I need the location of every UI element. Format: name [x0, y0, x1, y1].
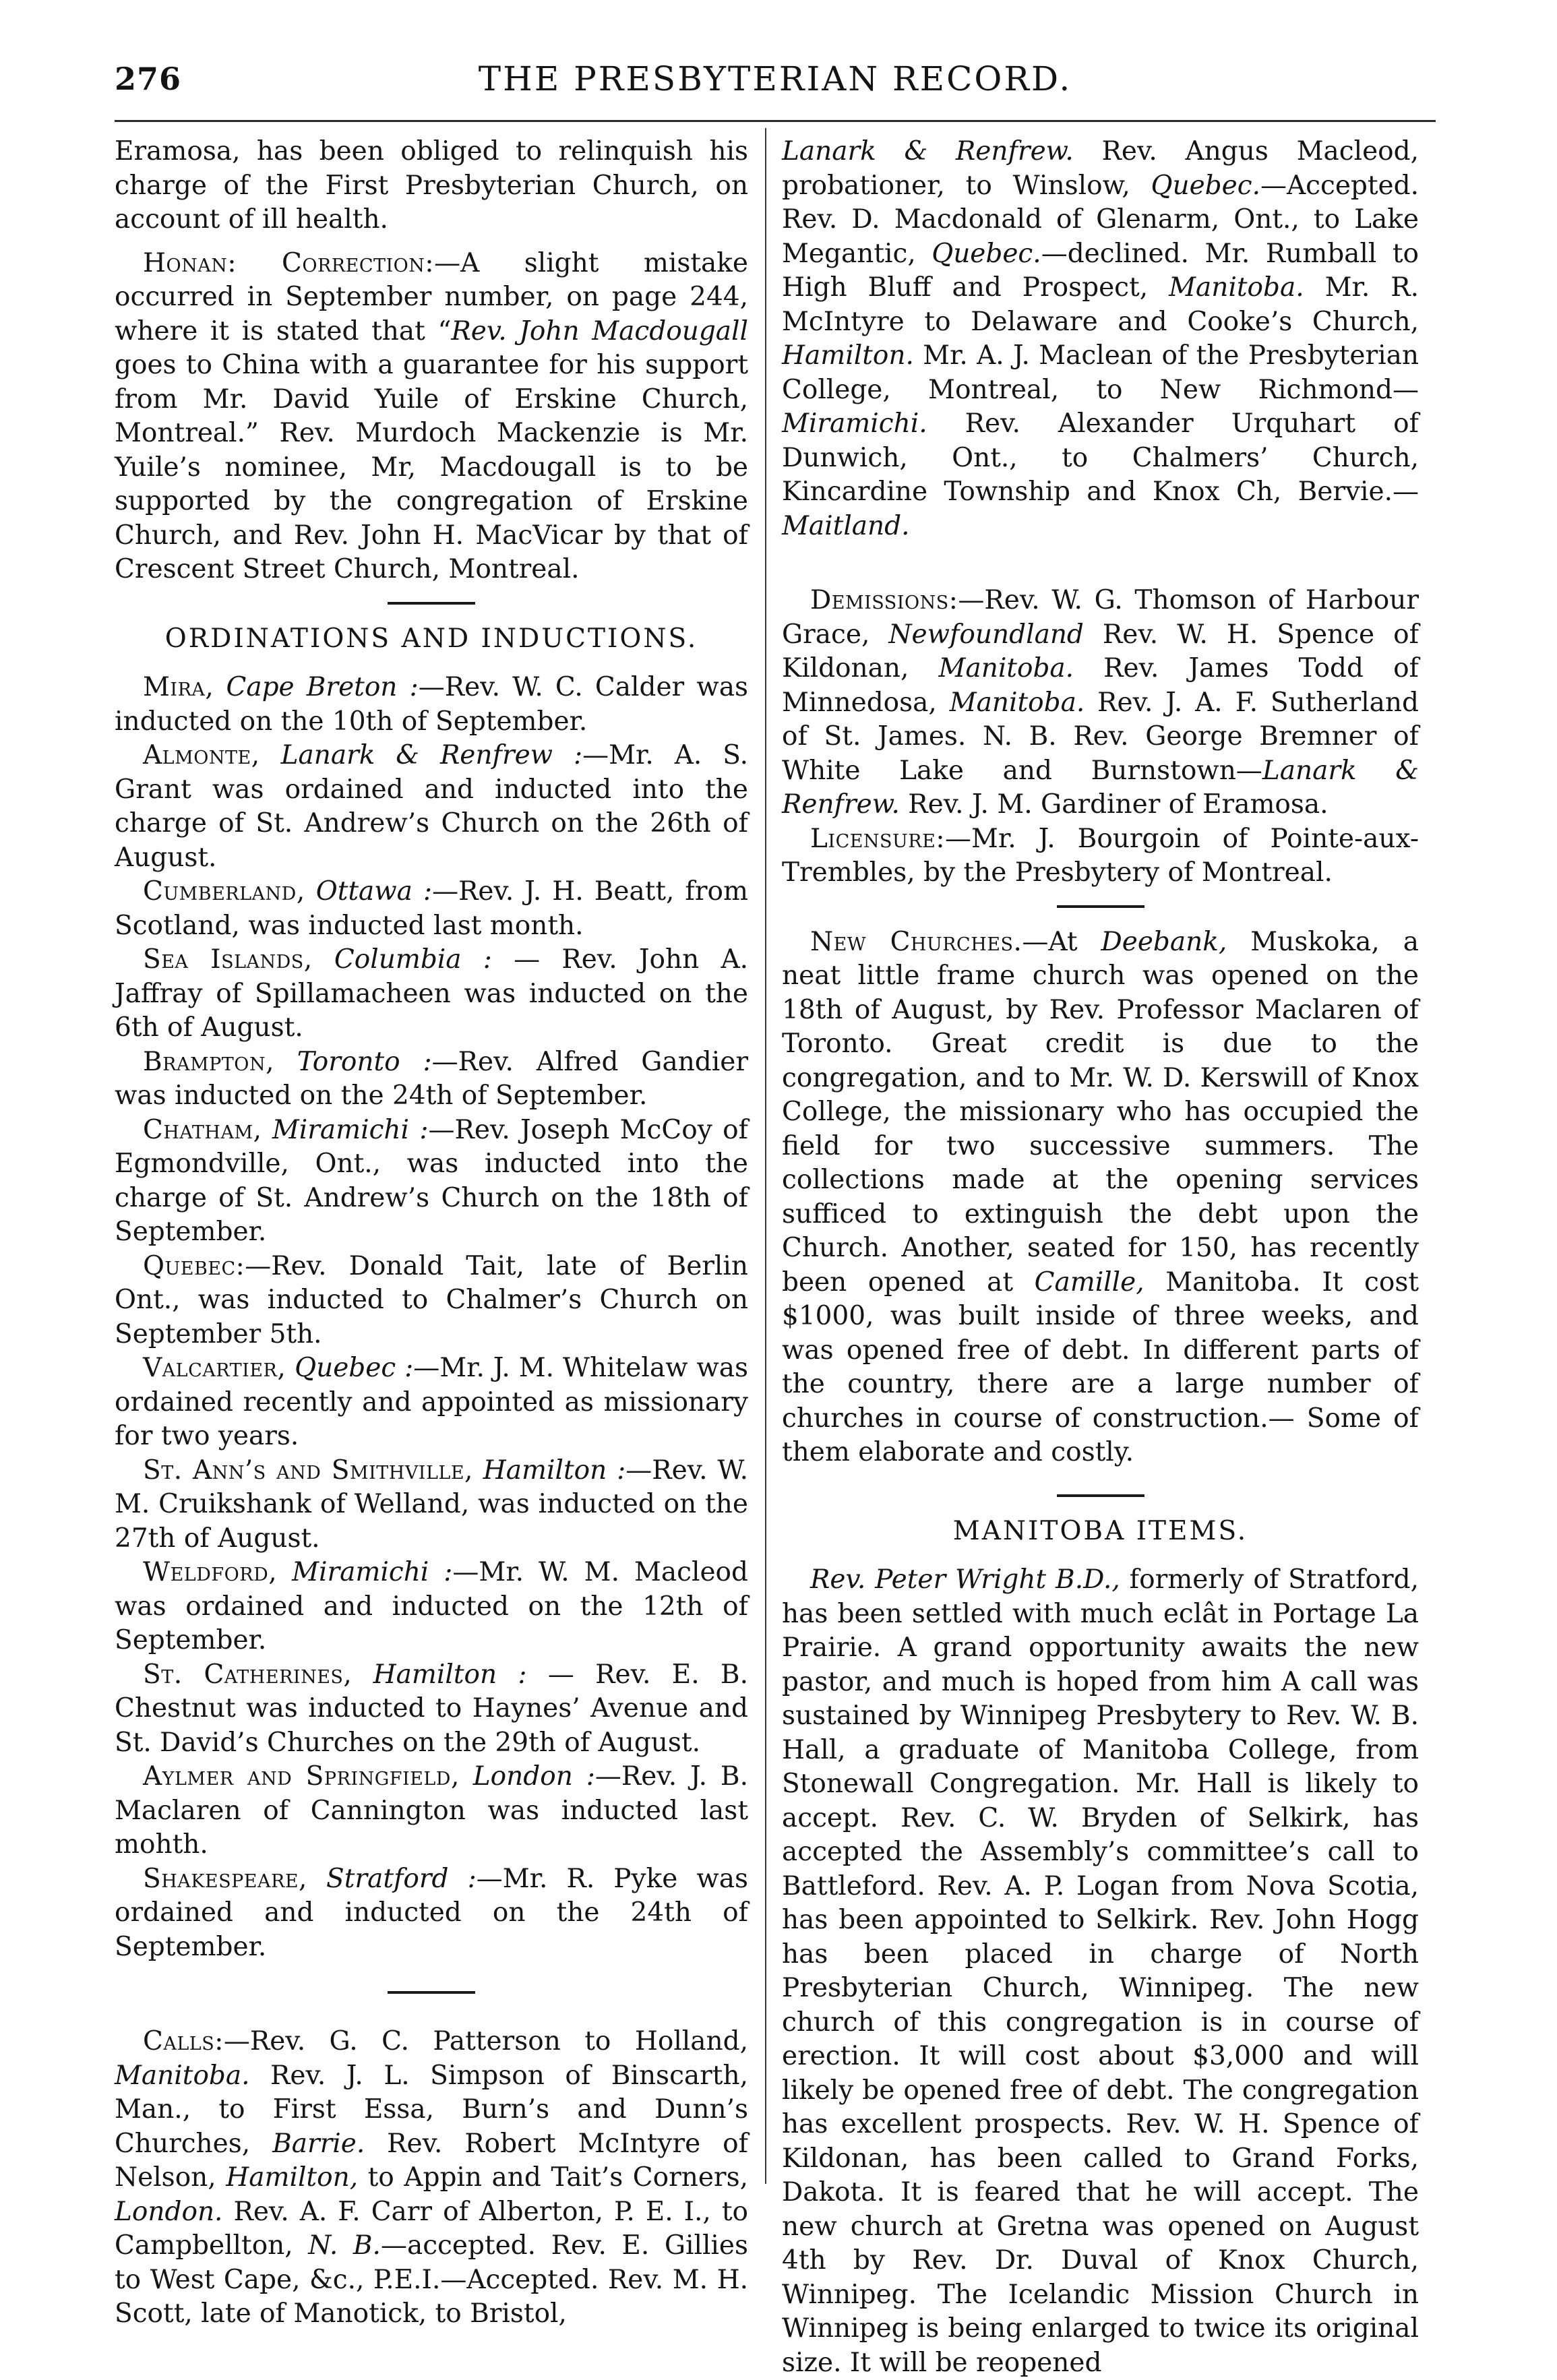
- italic-run: Lanark & Renfrew :: [280, 740, 583, 770]
- text-run: —Rev. Joseph McCoy of Egmondville, Ont., was inducted into the charge of St. Andrew’s Church on the 18th of September.: [115, 1114, 748, 1247]
- italic-run: Manitoba.: [1169, 272, 1304, 303]
- list-item: [115, 1113, 748, 1250]
- section-divider: [388, 1991, 475, 1994]
- paragraph-honan-correction: [115, 247, 748, 587]
- run-in-label: Sea Islands,: [143, 944, 313, 975]
- list-item: [115, 943, 748, 1045]
- text-run: —Mr. A. S. Grant was ordained and inducted into the charge of St. Andrew’s Church on the 26th of August.: [115, 740, 748, 873]
- italic-run: Camille,: [1034, 1267, 1144, 1298]
- text-run: —declined. Mr. Rumball to High Bluff and Prospect,: [782, 238, 1419, 303]
- run-in-label: Mira,: [143, 672, 214, 702]
- italic-run: London.: [115, 2196, 223, 2227]
- text-run: Rev. James Todd of Minnedosa,: [782, 653, 1419, 718]
- paragraph-licensure: [782, 822, 1419, 890]
- right-column: [782, 135, 1419, 2380]
- text-run: Muskoka, a neat little frame church was opened on the 18th of August, by Rev. Professor Maclaren of Toronto. Great credit is due to the congregation, and to Mr. W. D. Kerswill of Knox College, the missionary who has occupied the field for two successive summers. The collections made at the opening services sufficed to extinguish the debt upon the Church. Another, seated for 150, has recently been opened at: [782, 926, 1419, 1298]
- run-in-label: Licensure:: [810, 823, 945, 854]
- run-in-label: St. Catherines,: [143, 1659, 353, 1690]
- paragraph-calls-continued: [782, 135, 1419, 543]
- italic-run: Quebec.: [1151, 170, 1260, 201]
- text-run: Mr. A. J. Maclean of the Presbyterian College, Montreal, to New Richmond—: [782, 340, 1419, 405]
- text-run: —Accepted. Rev. D. Macdonald of Glenarm, Ont., to Lake Megantic,: [782, 170, 1419, 269]
- section-divider: [1057, 1494, 1144, 1497]
- section-divider: [388, 602, 475, 605]
- text-run: —Rev. W. G. Thomson of Harbour Grace,: [782, 585, 1419, 650]
- italic-run: Hamilton :: [483, 1455, 626, 1486]
- text-run: —At: [1022, 926, 1101, 957]
- run-in-label: Valcartier,: [143, 1353, 286, 1383]
- run-in-label: Demissions:: [810, 585, 958, 615]
- run-in-label: Honan: Correction:: [143, 247, 435, 278]
- text-run: — Rev. E. B. Chestnut was inducted to Haynes’ Avenue and St. David’s Churches on the 29th of August.: [115, 1659, 748, 1758]
- run-in-label: Brampton,: [143, 1046, 274, 1077]
- list-item: [115, 1658, 748, 1761]
- italic-run: Hamilton,: [226, 2162, 359, 2193]
- ordinations-list: [115, 671, 748, 1964]
- run-in-label: Weldford,: [143, 1557, 278, 1587]
- italic-run: Lanark & Renfrew.: [782, 755, 1419, 820]
- italic-run: London :: [472, 1761, 595, 1792]
- header-rule: [115, 120, 1436, 122]
- list-item: [115, 1351, 748, 1454]
- section-heading-manitoba: MANITOBA ITEMS.: [952, 1515, 1248, 1546]
- list-item: [115, 671, 748, 739]
- italic-run: Rev. John Macdougall: [451, 315, 748, 346]
- text-run: Rev. J. A. F. Sutherland of St. James. N. B. Rev. George Bremner of White Lake and Burnstown—: [782, 687, 1419, 786]
- paragraph-demissions: [782, 584, 1419, 822]
- italic-run: Rev. Peter Wright B.D.,: [810, 1564, 1120, 1595]
- italic-run: Deebank,: [1101, 926, 1227, 957]
- italic-run: Manitoba.: [938, 653, 1074, 683]
- text-run: —Rev. W. C. Calder was inducted on the 10th of September.: [115, 672, 748, 737]
- italic-run: Miramichi :: [292, 1557, 453, 1587]
- italic-run: Maitland.: [782, 510, 910, 541]
- column-rule: [765, 128, 766, 2184]
- running-title: THE PRESBYTERIAN RECORD.: [478, 59, 1072, 98]
- run-in-label: Aylmer and Springfield,: [143, 1761, 460, 1792]
- text-run: —Rev. G. C. Patterson to Holland,: [223, 2026, 748, 2056]
- italic-run: Cape Breton :: [226, 672, 419, 702]
- text-run: Rev. Angus Macleod, probationer, to Winslow,: [782, 136, 1419, 201]
- list-item: [115, 1862, 748, 1965]
- italic-run: Quebec.: [932, 238, 1041, 269]
- text-run: goes to China with a guarantee for his support from Mr. David Yuile of Erskine Church, Montreal.” Rev. Murdoch Mackenzie is Mr. Yuile’s nominee, Mr, Macdougall is to be supported by the congregation of Erskine Church, and Rev. John H. MacVicar by that of Crescent Street Church, Montreal.: [115, 350, 748, 584]
- text-run: Rev. A. F. Carr of Alberton, P. E. I., to Campbellton,: [115, 2196, 748, 2261]
- list-item: [115, 1760, 748, 1862]
- text-run: —Rev. Donald Tait, late of Berlin Ont., was inducted to Chalmer’s Church on September 5th.: [115, 1250, 748, 1349]
- italic-run: Hamilton.: [782, 340, 914, 371]
- italic-run: Lanark & Renfrew.: [782, 136, 1074, 166]
- paragraph-new-churches: [782, 925, 1419, 1470]
- text-run: —accepted. Rev. E. Gillies to West Cape, &c., P.E.I.—Accepted. Rev. M. H. Scott, late of Manotick, to Bristol,: [115, 2230, 748, 2329]
- italic-run: Quebec :: [295, 1353, 414, 1383]
- text-run: Rev. Robert McIntyre of Nelson,: [115, 2128, 748, 2193]
- italic-run: Manitoba.: [115, 2060, 250, 2091]
- page-header: [115, 55, 1436, 109]
- text-run: Rev. Alexander Urquhart of Dunwich, Ont., to Chalmers’ Church, Kincardine Township and Knox Ch, Bervie.—: [782, 408, 1419, 507]
- text-run: Rev. J. L. Simpson of Binscarth, Man., to First Essa, Burn’s and Dunn’s Churches,: [115, 2060, 748, 2159]
- list-item: [115, 1556, 748, 1658]
- run-in-label: Calls:: [143, 2026, 224, 2056]
- italic-run: Barrie.: [272, 2128, 365, 2159]
- run-in-label: Almonte,: [143, 740, 260, 770]
- text-run: —Mr. J. Bourgoin of Pointe-aux-Trembles, by the Presbytery of Montreal.: [782, 823, 1419, 888]
- italic-run: N. B.: [308, 2230, 381, 2261]
- left-column: [115, 135, 748, 2331]
- run-in-label: Shakespeare,: [143, 1863, 307, 1894]
- text-run: —A slight mistake occurred in September number, on page 244, where it is stated that “: [115, 247, 748, 346]
- text-run: Manitoba. It cost $1000, was built inside of three weeks, and was opened free of debt. In different parts of the country, there are a large number of churches in course of construction.— Some of them elaborate and costly.: [782, 1267, 1419, 1467]
- paragraph-eramosa-continued: Eramosa, has been obliged to relinquish his charge of the First Presbyterian Church, on account of ill health.: [115, 136, 748, 235]
- text-run: —Rev. W. M. Cruikshank of Welland, was inducted on the 27th of August.: [115, 1455, 749, 1554]
- paragraph-manitoba-items: [782, 1563, 1419, 2380]
- text-run: —Rev. Alfred Gandier was inducted on the 24th of September.: [115, 1046, 748, 1111]
- page-number: 276: [115, 61, 182, 97]
- italic-run: Hamilton :: [373, 1659, 527, 1690]
- list-item: [115, 1454, 748, 1556]
- italic-run: Miramichi :: [272, 1114, 429, 1145]
- list-item: [115, 1250, 748, 1352]
- list-item: [115, 875, 748, 943]
- text-run: to Appin and Tait’s Corners,: [358, 2162, 748, 2193]
- run-in-label: Chatham,: [143, 1114, 262, 1145]
- italic-run: Ottawa :: [315, 876, 433, 907]
- text-run: — Rev. John A. Jaffray of Spillamacheen was inducted on the 6th of August.: [115, 944, 749, 1043]
- run-in-label: Cumberland,: [143, 876, 305, 907]
- italic-run: Columbia :: [334, 944, 492, 975]
- section-divider: [1057, 905, 1144, 908]
- text-run: Mr. R. McIntyre to Delaware and Cooke’s Church,: [782, 272, 1419, 337]
- italic-run: Manitoba.: [949, 687, 1085, 718]
- section-heading-ordinations: ORDINATIONS AND INDUCTIONS.: [164, 623, 698, 654]
- run-in-label: St. Ann’s and Smithville,: [143, 1455, 473, 1486]
- italic-run: Stratford :: [326, 1863, 477, 1894]
- italic-run: Toronto :: [297, 1046, 432, 1077]
- text-run: formerly of Stratford, has been settled with much eclât in Portage La Prairie. A grand opportunity awaits the new pastor, and much is hoped from him A call was sustained by Winnipeg Presbytery to Rev. W. B. Hall, a graduate of Manitoba College, from Stonewall Congregation. Mr. Hall is likely to accept. Rev. C. W. Bryden of Selkirk, has accepted the Assembly’s committee’s call to Battleford. Rev. A. P. Logan from Nova Scotia, has been appointed to Selkirk. Rev. John Hogg has been placed in charge of North Presbyterian Church, Winnipeg. The new church of this congregation is in course of erection. It will cost about $3,000 and will likely be opened free of debt. The congregation has excellent prospects. Rev. W. H. Spence of Kildonan, has been called to Grand Forks, Dakota. It is feared that he will accept. The new church at Gretna was opened on August 4th by Rev. Dr. Duval of Knox Church, Winnipeg. The Icelandic Mission Church in Winnipeg is being enlarged to twice its original size. It will be reopened: [782, 1564, 1419, 2378]
- paragraph-calls: [115, 2025, 748, 2331]
- text-run: Rev. W. H. Spence of Kildonan,: [782, 619, 1419, 683]
- text-run: —Mr. J. M. Whitelaw was ordained recently and appointed as missionary for two years.: [115, 1353, 748, 1451]
- list-item: [115, 739, 748, 875]
- italic-run: Miramichi.: [782, 408, 927, 439]
- text-run: Rev. J. M. Gardiner of Eramosa.: [899, 789, 1329, 820]
- text-run: —Rev. J. H. Beatt, from Scotland, was inducted last month.: [115, 876, 748, 941]
- list-item: [115, 1045, 748, 1113]
- text-run: —Rev. J. B. Maclaren of Cannington was inducted last mohth.: [115, 1761, 748, 1860]
- italic-run: Newfoundland: [888, 619, 1084, 650]
- text-run: —Mr. W. M. Macleod was ordained and inducted on the 12th of September.: [115, 1557, 748, 1655]
- run-in-label: Quebec:: [143, 1250, 245, 1281]
- run-in-label: New Churches.: [810, 926, 1022, 957]
- text-run: —Mr. R. Pyke was ordained and inducted on the 24th of September.: [115, 1863, 748, 1962]
